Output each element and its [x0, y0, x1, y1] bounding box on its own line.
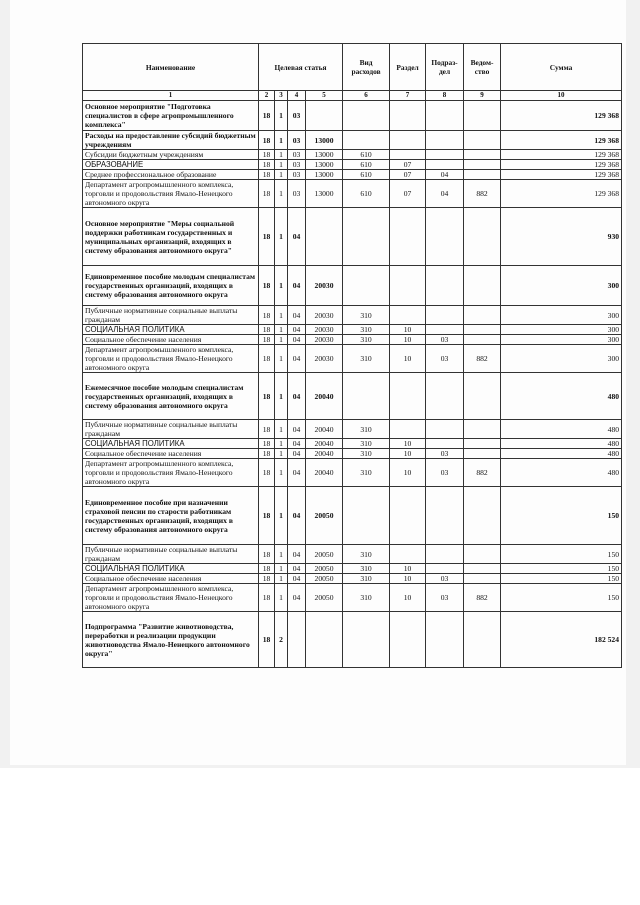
- vid-cell: 310: [343, 449, 390, 459]
- target-code-1: 18: [259, 101, 275, 131]
- razdel-cell: 10: [390, 439, 426, 449]
- target-code-3: 04: [288, 545, 306, 564]
- podrazdel-cell: [426, 420, 464, 439]
- vedomstvo-cell: [464, 574, 501, 584]
- vedomstvo-cell: [464, 150, 501, 160]
- vid-cell: 610: [343, 160, 390, 170]
- target-code-4: 20050: [306, 584, 343, 612]
- vid-cell: 310: [343, 345, 390, 373]
- vedomstvo-cell: 882: [464, 459, 501, 487]
- colnum: 8: [426, 91, 464, 101]
- vedomstvo-cell: [464, 439, 501, 449]
- header-summa: Сумма: [501, 44, 622, 91]
- target-code-3: 04: [288, 266, 306, 306]
- razdel-cell: 10: [390, 564, 426, 574]
- target-code-2: 1: [275, 439, 288, 449]
- target-code-2: 1: [275, 335, 288, 345]
- target-code-2: 1: [275, 306, 288, 325]
- vid-cell: 310: [343, 325, 390, 335]
- vid-cell: 310: [343, 564, 390, 574]
- target-code-1: 18: [259, 584, 275, 612]
- vid-cell: [343, 266, 390, 306]
- target-code-4: [306, 208, 343, 266]
- vedomstvo-cell: [464, 101, 501, 131]
- vid-cell: 610: [343, 180, 390, 208]
- table-row: [83, 335, 622, 345]
- target-code-4: 20050: [306, 545, 343, 564]
- sum-cell: 182 524: [501, 612, 622, 668]
- vedomstvo-cell: [464, 335, 501, 345]
- sum-cell: 129 368: [501, 180, 622, 208]
- razdel-cell: [390, 420, 426, 439]
- vedomstvo-cell: [464, 545, 501, 564]
- target-code-2: 1: [275, 101, 288, 131]
- target-code-1: 18: [259, 180, 275, 208]
- vid-cell: 310: [343, 459, 390, 487]
- sum-cell: 480: [501, 420, 622, 439]
- colnum: 6: [343, 91, 390, 101]
- razdel-cell: [390, 306, 426, 325]
- target-code-2: 1: [275, 545, 288, 564]
- vedomstvo-cell: 882: [464, 584, 501, 612]
- target-code-1: 18: [259, 131, 275, 150]
- podrazdel-cell: 04: [426, 180, 464, 208]
- table-row: [83, 180, 622, 208]
- target-code-3: 03: [288, 131, 306, 150]
- target-code-4: 20040: [306, 439, 343, 449]
- row-name: Единовременное пособие при назначении страховой пенсии по старости работникам государственных организаций, входящих в систему образования автономного округа: [83, 487, 259, 545]
- target-code-4: 20030: [306, 266, 343, 306]
- vid-cell: [343, 131, 390, 150]
- row-name: Расходы на предоставление субсидий бюджетным учреждениям: [83, 131, 259, 150]
- target-code-2: 1: [275, 584, 288, 612]
- razdel-cell: 07: [390, 160, 426, 170]
- sum-cell: 300: [501, 266, 622, 306]
- colnum: 2: [259, 91, 275, 101]
- podrazdel-cell: [426, 545, 464, 564]
- vedomstvo-cell: [464, 131, 501, 150]
- target-code-1: 18: [259, 373, 275, 420]
- vedomstvo-cell: [464, 325, 501, 335]
- podrazdel-cell: 03: [426, 335, 464, 345]
- podrazdel-cell: 04: [426, 170, 464, 180]
- razdel-cell: 10: [390, 345, 426, 373]
- target-code-2: 1: [275, 170, 288, 180]
- vid-cell: [343, 101, 390, 131]
- row-name: ОБРАЗОВАНИЕ: [83, 160, 259, 170]
- table-row: [83, 131, 622, 150]
- vid-cell: 310: [343, 420, 390, 439]
- target-code-1: 18: [259, 612, 275, 668]
- table-row: [83, 101, 622, 131]
- target-code-2: 1: [275, 150, 288, 160]
- header-vid: Вид расходов: [343, 44, 390, 91]
- vid-cell: [343, 373, 390, 420]
- row-name: Департамент агропромышленного комплекса, торговли и продовольствия Ямало-Ненецкого автономного округа: [83, 584, 259, 612]
- target-code-1: 18: [259, 574, 275, 584]
- column-number-row: [83, 91, 622, 101]
- target-code-3: 03: [288, 150, 306, 160]
- target-code-1: 18: [259, 487, 275, 545]
- vid-cell: [343, 208, 390, 266]
- sum-cell: 129 368: [501, 170, 622, 180]
- target-code-3: 04: [288, 584, 306, 612]
- target-code-4: 20030: [306, 345, 343, 373]
- row-name: Социальное обеспечение населения: [83, 449, 259, 459]
- target-code-3: 04: [288, 487, 306, 545]
- target-code-4: 20040: [306, 373, 343, 420]
- target-code-4: 20030: [306, 325, 343, 335]
- sum-cell: 300: [501, 306, 622, 325]
- vedomstvo-cell: [464, 208, 501, 266]
- table-row: [83, 420, 622, 439]
- target-code-3: 04: [288, 574, 306, 584]
- sum-cell: 129 368: [501, 131, 622, 150]
- target-code-3: 04: [288, 459, 306, 487]
- table-row: [83, 439, 622, 449]
- sum-cell: 480: [501, 459, 622, 487]
- target-code-3: 04: [288, 325, 306, 335]
- table-body: [83, 101, 622, 668]
- vedomstvo-cell: [464, 420, 501, 439]
- target-code-3: 04: [288, 449, 306, 459]
- target-code-1: 18: [259, 325, 275, 335]
- header-name: Наименование: [83, 44, 259, 91]
- target-code-1: 18: [259, 150, 275, 160]
- vedomstvo-cell: [464, 564, 501, 574]
- podrazdel-cell: [426, 131, 464, 150]
- sum-cell: 129 368: [501, 160, 622, 170]
- podrazdel-cell: 03: [426, 574, 464, 584]
- vedomstvo-cell: [464, 449, 501, 459]
- podrazdel-cell: 03: [426, 584, 464, 612]
- target-code-2: 1: [275, 459, 288, 487]
- table-row: [83, 545, 622, 564]
- podrazdel-cell: [426, 306, 464, 325]
- target-code-1: 18: [259, 345, 275, 373]
- target-code-4: 20050: [306, 487, 343, 545]
- podrazdel-cell: [426, 101, 464, 131]
- target-code-2: 1: [275, 420, 288, 439]
- vid-cell: 310: [343, 439, 390, 449]
- colnum: 4: [288, 91, 306, 101]
- target-code-1: 18: [259, 208, 275, 266]
- target-code-1: 18: [259, 449, 275, 459]
- row-name: Ежемесячное пособие молодым специалистам государственных организаций, входящих в систему образования автономного округа: [83, 373, 259, 420]
- row-name: Подпрограмма "Развитие животноводства, переработки и реализации продукции животноводства Ямало-Ненецкого автономного округа": [83, 612, 259, 668]
- podrazdel-cell: [426, 373, 464, 420]
- razdel-cell: 10: [390, 584, 426, 612]
- target-code-2: 1: [275, 131, 288, 150]
- target-code-3: 04: [288, 439, 306, 449]
- table-row: [83, 373, 622, 420]
- podrazdel-cell: 03: [426, 459, 464, 487]
- row-name: Публичные нормативные социальные выплаты гражданам: [83, 545, 259, 564]
- target-code-4: 20050: [306, 574, 343, 584]
- target-code-2: 1: [275, 180, 288, 208]
- target-code-4: 20040: [306, 459, 343, 487]
- row-name: Департамент агропромышленного комплекса, торговли и продовольствия Ямало-Ненецкого автономного округа: [83, 180, 259, 208]
- razdel-cell: [390, 101, 426, 131]
- target-code-3: 03: [288, 180, 306, 208]
- target-code-2: 1: [275, 487, 288, 545]
- target-code-3: 04: [288, 373, 306, 420]
- table-row: [83, 612, 622, 668]
- table-row: [83, 160, 622, 170]
- podrazdel-cell: [426, 564, 464, 574]
- vid-cell: 310: [343, 306, 390, 325]
- sum-cell: 480: [501, 449, 622, 459]
- table-row: [83, 449, 622, 459]
- podrazdel-cell: [426, 150, 464, 160]
- target-code-4: 20040: [306, 449, 343, 459]
- vid-cell: 310: [343, 545, 390, 564]
- target-code-1: 18: [259, 564, 275, 574]
- razdel-cell: [390, 373, 426, 420]
- vedomstvo-cell: [464, 160, 501, 170]
- vedomstvo-cell: [464, 373, 501, 420]
- vedomstvo-cell: 882: [464, 345, 501, 373]
- target-code-1: 18: [259, 335, 275, 345]
- target-code-2: 1: [275, 160, 288, 170]
- target-code-3: 04: [288, 335, 306, 345]
- table-row: [83, 345, 622, 373]
- razdel-cell: 10: [390, 459, 426, 487]
- vedomstvo-cell: 882: [464, 180, 501, 208]
- row-name: Департамент агропромышленного комплекса, торговли и продовольствия Ямало-Ненецкого автономного округа: [83, 459, 259, 487]
- podrazdel-cell: [426, 612, 464, 668]
- podrazdel-cell: [426, 439, 464, 449]
- target-code-2: 1: [275, 266, 288, 306]
- razdel-cell: [390, 266, 426, 306]
- colnum: 10: [501, 91, 622, 101]
- target-code-4: 20030: [306, 306, 343, 325]
- target-code-2: 1: [275, 373, 288, 420]
- target-code-4: 20040: [306, 420, 343, 439]
- sum-cell: 300: [501, 345, 622, 373]
- target-code-1: 18: [259, 459, 275, 487]
- header-vedomstvo: Ведом-ство: [464, 44, 501, 91]
- row-name: Основное мероприятие "Меры социальной поддержки работникам государственных и муниципальных организаций, входящих в систему образования автономного округа": [83, 208, 259, 266]
- podrazdel-cell: [426, 208, 464, 266]
- table-row: [83, 150, 622, 160]
- podrazdel-cell: [426, 325, 464, 335]
- table-row: [83, 208, 622, 266]
- table-row: [83, 266, 622, 306]
- target-code-1: 18: [259, 545, 275, 564]
- vedomstvo-cell: [464, 306, 501, 325]
- target-code-3: 04: [288, 306, 306, 325]
- razdel-cell: 10: [390, 335, 426, 345]
- target-code-4: [306, 612, 343, 668]
- razdel-cell: [390, 487, 426, 545]
- target-code-3: 03: [288, 160, 306, 170]
- target-code-4: 20030: [306, 335, 343, 345]
- target-code-3: 04: [288, 208, 306, 266]
- target-code-1: 18: [259, 160, 275, 170]
- page-bottom-margin: [0, 768, 640, 905]
- vid-cell: 310: [343, 335, 390, 345]
- sum-cell: 150: [501, 545, 622, 564]
- razdel-cell: [390, 150, 426, 160]
- table-row: [83, 564, 622, 574]
- table-row: [83, 306, 622, 325]
- sum-cell: 300: [501, 325, 622, 335]
- razdel-cell: 07: [390, 170, 426, 180]
- target-code-3: [288, 612, 306, 668]
- podrazdel-cell: [426, 487, 464, 545]
- target-code-3: 03: [288, 170, 306, 180]
- row-name: Социальное обеспечение населения: [83, 574, 259, 584]
- target-code-1: 18: [259, 306, 275, 325]
- sum-cell: 150: [501, 564, 622, 574]
- row-name: Публичные нормативные социальные выплаты гражданам: [83, 420, 259, 439]
- colnum: 9: [464, 91, 501, 101]
- sum-cell: 150: [501, 487, 622, 545]
- header-razdel: Раздел: [390, 44, 426, 91]
- target-code-4: 20050: [306, 564, 343, 574]
- colnum: 1: [83, 91, 259, 101]
- target-code-1: 18: [259, 420, 275, 439]
- vid-cell: 610: [343, 170, 390, 180]
- target-code-4: 13000: [306, 160, 343, 170]
- razdel-cell: [390, 545, 426, 564]
- row-name: СОЦИАЛЬНАЯ ПОЛИТИКА: [83, 564, 259, 574]
- target-code-2: 1: [275, 208, 288, 266]
- row-name: Департамент агропромышленного комплекса, торговли и продовольствия Ямало-Ненецкого автономного округа: [83, 345, 259, 373]
- target-code-4: [306, 101, 343, 131]
- razdel-cell: 10: [390, 449, 426, 459]
- budget-table: [82, 43, 622, 668]
- target-code-3: 04: [288, 564, 306, 574]
- target-code-4: 13000: [306, 180, 343, 208]
- table-row: [83, 574, 622, 584]
- target-code-3: 04: [288, 345, 306, 373]
- target-code-2: 1: [275, 449, 288, 459]
- razdel-cell: 07: [390, 180, 426, 208]
- colnum: 7: [390, 91, 426, 101]
- sum-cell: 480: [501, 373, 622, 420]
- razdel-cell: 10: [390, 574, 426, 584]
- sum-cell: 930: [501, 208, 622, 266]
- podrazdel-cell: 03: [426, 345, 464, 373]
- row-name: Социальное обеспечение населения: [83, 335, 259, 345]
- target-code-4: 13000: [306, 170, 343, 180]
- vedomstvo-cell: [464, 266, 501, 306]
- razdel-cell: [390, 131, 426, 150]
- vedomstvo-cell: [464, 612, 501, 668]
- table-row: [83, 170, 622, 180]
- target-code-2: 1: [275, 345, 288, 373]
- sum-cell: 480: [501, 439, 622, 449]
- razdel-cell: [390, 612, 426, 668]
- razdel-cell: 10: [390, 325, 426, 335]
- row-name: Субсидии бюджетным учреждениям: [83, 150, 259, 160]
- target-code-2: 2: [275, 612, 288, 668]
- target-code-2: 1: [275, 564, 288, 574]
- vid-cell: [343, 487, 390, 545]
- target-code-1: 18: [259, 266, 275, 306]
- vid-cell: 610: [343, 150, 390, 160]
- row-name: Публичные нормативные социальные выплаты гражданам: [83, 306, 259, 325]
- colnum: 5: [306, 91, 343, 101]
- target-code-1: 18: [259, 439, 275, 449]
- row-name: СОЦИАЛЬНАЯ ПОЛИТИКА: [83, 325, 259, 335]
- row-name: Основное мероприятие "Подготовка специалистов в сфере агропромышленного комплекса": [83, 101, 259, 131]
- row-name: СОЦИАЛЬНАЯ ПОЛИТИКА: [83, 439, 259, 449]
- colnum: 3: [275, 91, 288, 101]
- vid-cell: 310: [343, 574, 390, 584]
- table-row: [83, 325, 622, 335]
- sum-cell: 129 368: [501, 150, 622, 160]
- vid-cell: [343, 612, 390, 668]
- vid-cell: 310: [343, 584, 390, 612]
- podrazdel-cell: [426, 266, 464, 306]
- row-name: Единовременное пособие молодым специалистам государственных организаций, входящих в систему образования автономного округа: [83, 266, 259, 306]
- vedomstvo-cell: [464, 487, 501, 545]
- target-code-1: 18: [259, 170, 275, 180]
- table-row: [83, 487, 622, 545]
- target-code-2: 1: [275, 574, 288, 584]
- target-code-4: 13000: [306, 131, 343, 150]
- target-code-3: 03: [288, 101, 306, 131]
- razdel-cell: [390, 208, 426, 266]
- sum-cell: 300: [501, 335, 622, 345]
- table-row: [83, 584, 622, 612]
- sum-cell: 150: [501, 584, 622, 612]
- header-podrazdel: Подраз-дел: [426, 44, 464, 91]
- row-name: Среднее профессиональное образование: [83, 170, 259, 180]
- sum-cell: 150: [501, 574, 622, 584]
- target-code-4: 13000: [306, 150, 343, 160]
- header-target: Целевая статья: [259, 44, 343, 91]
- target-code-2: 1: [275, 325, 288, 335]
- podrazdel-cell: [426, 160, 464, 170]
- podrazdel-cell: 03: [426, 449, 464, 459]
- table-header-row: [83, 44, 622, 91]
- vedomstvo-cell: [464, 170, 501, 180]
- table-row: [83, 459, 622, 487]
- target-code-3: 04: [288, 420, 306, 439]
- sum-cell: 129 368: [501, 101, 622, 131]
